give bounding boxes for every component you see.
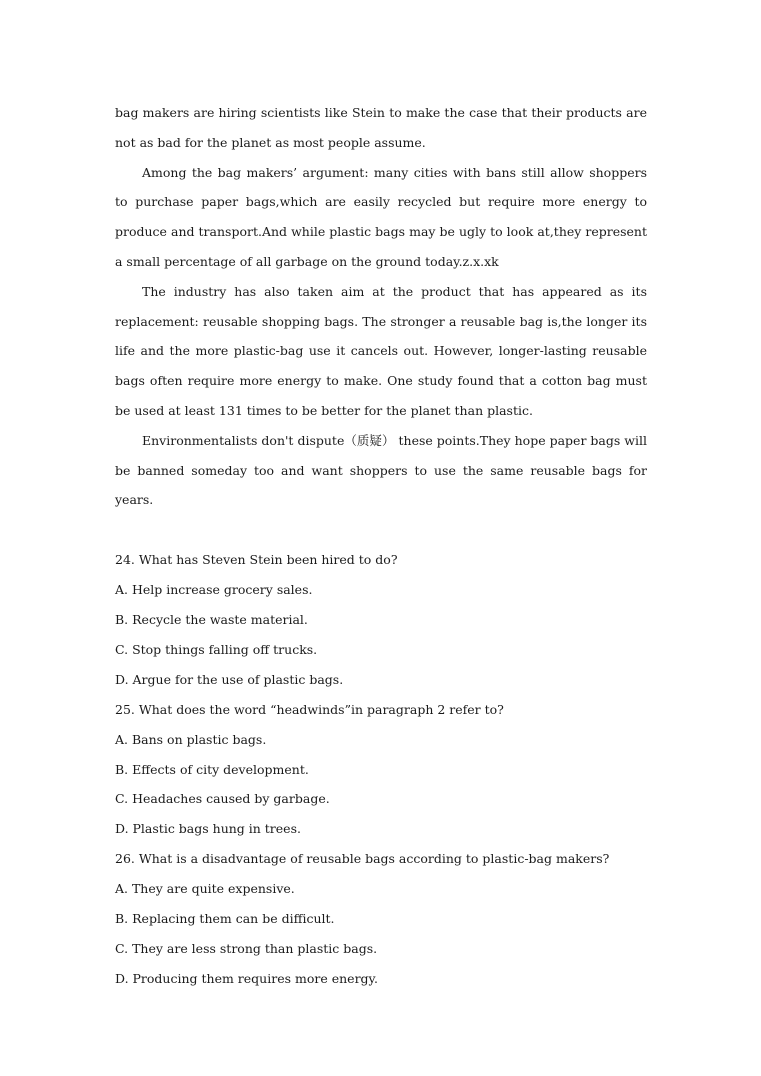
passage-paragraph-4: Environmentalists don't dispute（质疑） these points.They hope paper bags will be banned someday too and want shoppers to use the same reusable bags for years. [115,432,647,508]
passage-paragraph-2: Among the bag makers’ argument: many cities with bans still allow shoppers to purchase paper bags,which are easily recycled but require more energy to produce and transport.And while plastic bags may be ugly to look at,they represent a small percentage of all garbage on the ground today.z.x.xk [115,164,647,269]
question-24 [115,545,647,695]
option-d: D. Argue for the use of plastic bags. [115,671,344,687]
passage-paragraph-1: bag makers are hiring scientists like Stein to make the case that their products are not as bad for the planet as most people assume. [115,105,647,150]
document-page [115,98,647,994]
question-list [115,545,647,994]
option-c: C. Headaches caused by garbage. [115,791,330,807]
section-gap [115,515,647,545]
option-b: B. Recycle the waste material. [115,611,308,627]
option-a: A. Bans on plastic bags. [115,731,267,747]
option-b: B. Effects of city development. [115,761,309,777]
question-26 [115,844,647,994]
question-stem: 26. What is a disadvantage of reusable bags according to plastic-bag makers? [115,851,610,867]
question-25 [115,695,647,845]
option-d: D. Producing them requires more energy. [115,970,378,986]
question-stem: 24. What has Steven Stein been hired to do? [115,552,398,568]
option-d: D. Plastic bags hung in trees. [115,821,301,837]
option-c: C. They are less strong than plastic bags. [115,940,378,956]
question-stem: 25. What does the word “headwinds”in paragraph 2 refer to? [115,701,504,717]
option-c: C. Stop things falling off trucks. [115,641,318,657]
option-b: B. Replacing them can be difficult. [115,911,335,927]
option-a: A. They are quite expensive. [115,881,295,897]
reading-passage [115,98,647,515]
passage-paragraph-3: The industry has also taken aim at the product that has appeared as its replacement: reusable shopping bags. The stronger a reusable bag is,the longer its life and the more plastic-bag use it cancels out. However, longer-lasting reusable bags often require more energy to make. One study found that a cotton bag must be used at least 131 times to be better for the planet than plastic. [115,283,647,418]
option-a: A. Help increase grocery sales. [115,582,313,598]
